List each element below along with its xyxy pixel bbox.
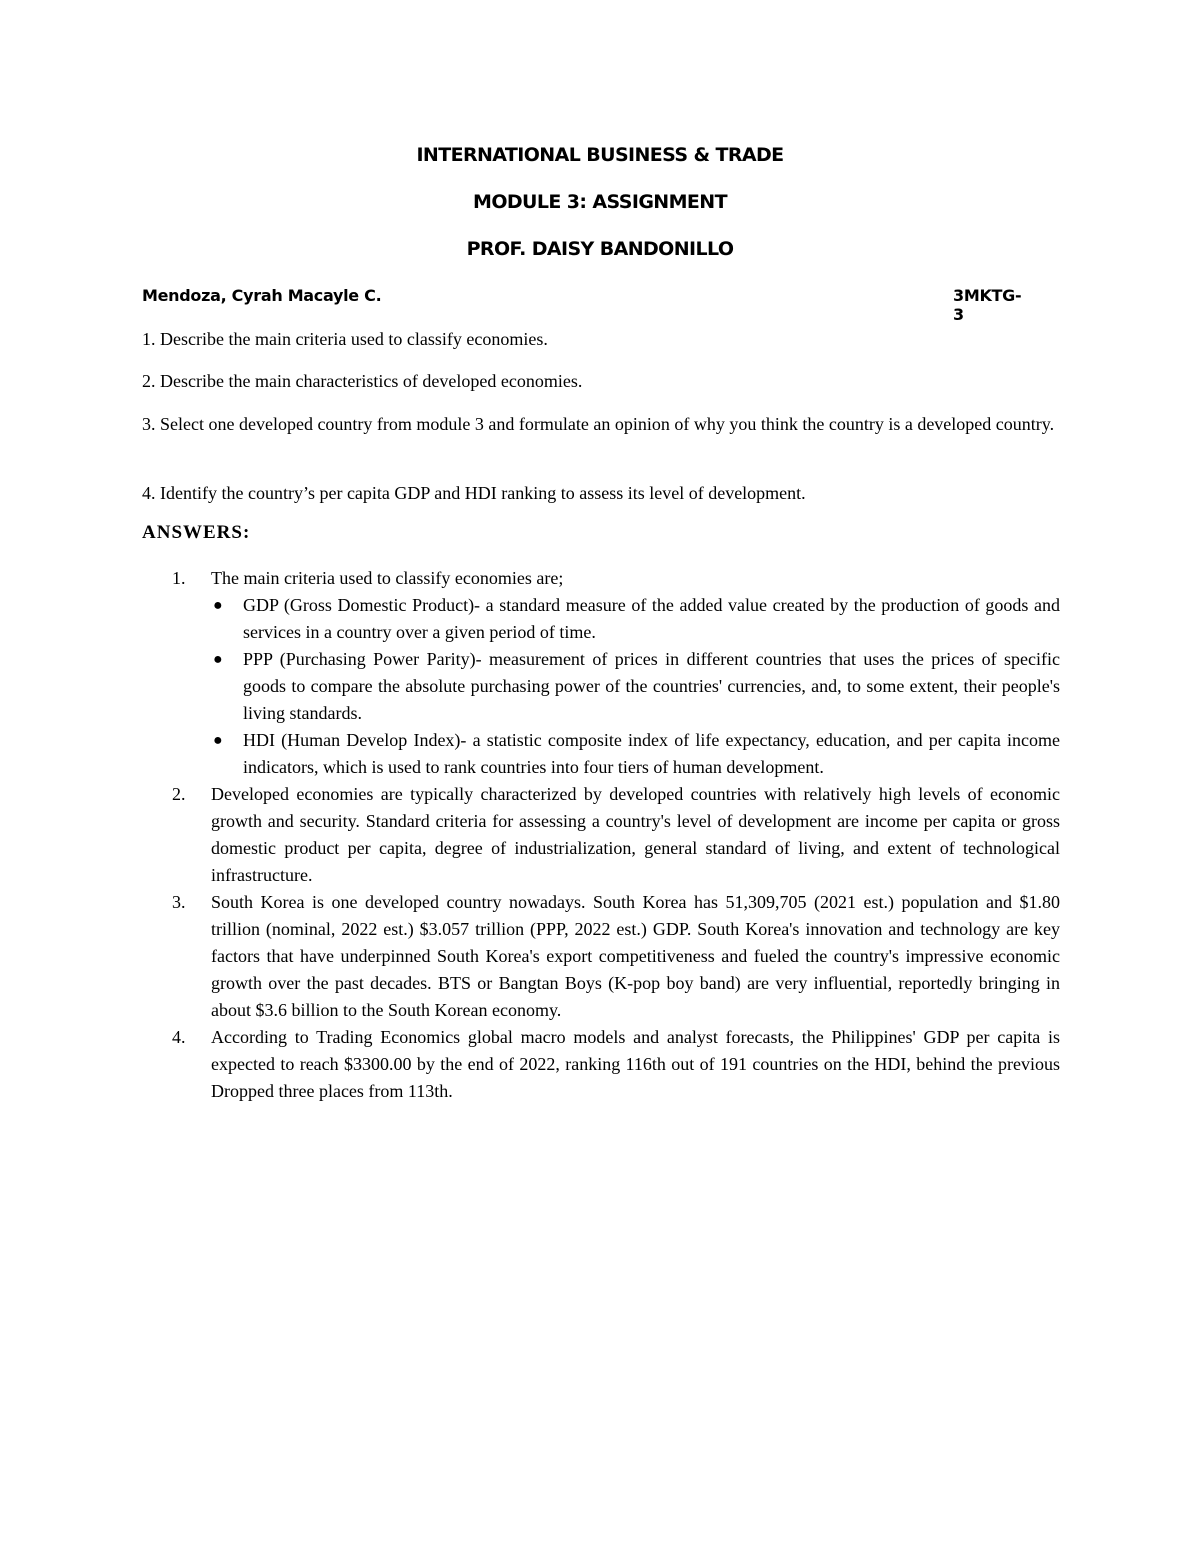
criteria-text: GDP (Gross Domestic Product)- a standard measure of the added value created by the production of goods and services in a country over a given period of time. <box>243 595 1060 642</box>
answers-list <box>172 565 1060 1105</box>
answers-heading: ANSWERS: <box>142 522 251 543</box>
student-name: Mendoza, Cyrah Macayle C. <box>142 286 382 305</box>
bullet-icon: ● <box>213 651 223 668</box>
professor-name: PROF. DAISY BANDONILLO <box>466 238 734 260</box>
bullet-icon: ● <box>213 732 223 749</box>
answer-text: South Korea is one developed country nowadays. South Korea has 51,309,705 (2021 est.) population and $1.80 trillion (nominal, 2022 est.) $3.057 trillion (PPP, 2022 est.) GDP. South Korea's innovation and technology are key factors that have underpinned South Korea's export competitiveness and fueled the country's impressive economic growth over the past decades. BTS or Bangtan Boys (K-pop boy band) are very influential, reportedly bringing in about $3.6 billion to the South Korean economy. <box>211 892 1060 1020</box>
answer-text: Developed economies are typically characterized by developed countries with relatively high levels of economic growth and security. Standard criteria for assessing a country's level of development are income per capita or gross domestic product per capita, degree of industrialization, general standard of living, and extent of technological infrastructure. <box>211 784 1060 885</box>
criteria-item-gdp <box>211 592 1060 646</box>
student-section: 3MKTG-3 <box>953 286 1022 324</box>
answer-number: 2. <box>172 784 186 804</box>
criteria-text: PPP (Purchasing Power Parity)- measurement of prices in different countries that uses the prices of specific goods to compare the absolute purchasing power of the countries' currencies, and, to some extent, their people's living standards. <box>243 649 1060 723</box>
answer-number: 3. <box>172 892 186 912</box>
question-1: 1. Describe the main criteria used to classify economies. <box>142 329 548 349</box>
question-3: 3. Select one developed country from module 3 and formulate an opinion of why you think the country is a developed country. <box>142 414 1055 434</box>
question-4: 4. Identify the country’s per capita GDP and HDI ranking to assess its level of development. <box>142 483 806 503</box>
answer-text: According to Trading Economics global macro models and analyst forecasts, the Philippines' GDP per capita is expected to reach $3300.00 by the end of 2022, ranking 116th out of 191 countries on the HDI, behind the previous Dropped three places from 113th. <box>211 1027 1060 1101</box>
course-title: INTERNATIONAL BUSINESS & TRADE <box>416 144 784 166</box>
answer-item-1 <box>172 565 1060 781</box>
criteria-list <box>211 592 1060 781</box>
module-title: MODULE 3: ASSIGNMENT <box>473 191 727 213</box>
student-info <box>142 286 1022 324</box>
bullet-icon: ● <box>213 597 223 614</box>
answer-number: 4. <box>172 1027 186 1047</box>
answer-item-4 <box>172 1024 1060 1105</box>
answer-item-2 <box>172 781 1060 889</box>
question-2: 2. Describe the main characteristics of developed economies. <box>142 371 583 391</box>
criteria-text: HDI (Human Develop Index)- a statistic composite index of life expectancy, education, and per capita income indicators, which is used to rank countries into four tiers of human development. <box>243 730 1060 777</box>
criteria-item-hdi <box>211 727 1060 781</box>
answer-item-3 <box>172 889 1060 1024</box>
answer-text: The main criteria used to classify economies are; <box>211 568 564 588</box>
criteria-item-ppp <box>211 646 1060 727</box>
answer-number: 1. <box>172 568 186 588</box>
